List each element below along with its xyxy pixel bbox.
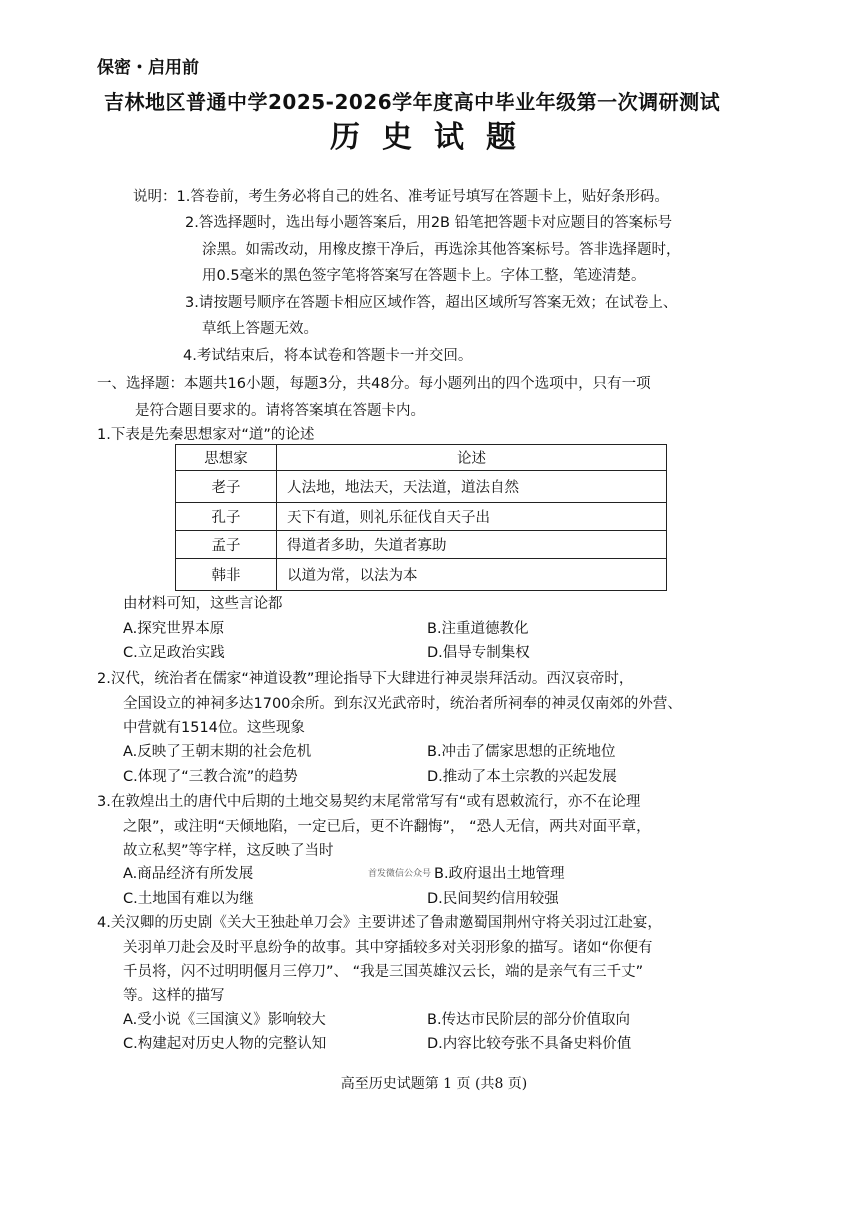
q4-option-a: A.受小说《三国演义》影响较大 [123,1012,326,1028]
question-3-line-3: 故立私契”等字样，这反映了当时 [123,843,334,859]
page-footer: 高至历史试题第 1 页 (共8 页) [340,1076,528,1092]
q2-option-d: D.推动了本土宗教的兴起发展 [427,769,617,785]
quote-cell: 人法地，地法天，天法道，道法自然 [277,471,667,503]
q2-option-a: A.反映了王朝末期的社会危机 [123,744,312,760]
quote-cell: 天下有道，则礼乐征伐自天子出 [277,503,667,531]
q4-option-d: D.内容比较夸张不具备史料价值 [427,1036,632,1052]
table-header-row [176,445,667,471]
q3-option-d: D.民间契约信用较强 [427,891,559,907]
thinker-cell: 孟子 [176,531,277,559]
quote-cell: 以道为常，以法为本 [277,559,667,591]
subject-title: 历史试题 [330,120,538,155]
instruction-line-5: 3.请按题号顺序在答题卡相应区域作答，超出区域所写答案无效；在试卷上、 [185,295,678,311]
q3-option-b: B.政府退出土地管理 [434,866,565,882]
question-2-line-3: 中营就有1514位。这些现象 [123,720,305,736]
question-3-line-1: 3.在敦煌出土的唐代中后期的土地交易契约末尾常常写有“或有恩敕流行，亦不在论理 [97,794,641,810]
instruction-line-1: 说明：1.答卷前，考生务必将自己的姓名、准考证号填写在答题卡上，贴好条形码。 [133,189,669,205]
question-4-line-2: 关羽单刀赴会及时平息纷争的故事。其中穿插较多对关羽形象的描写。诸如“你便有 [123,940,653,956]
instruction-line-6: 草纸上答题无效。 [202,321,318,337]
question-2-line-1: 2.汉代，统治者在儒家“神道设教”理论指导下大肆进行神灵崇拜活动。西汉哀帝时， [97,671,634,687]
thinker-cell: 韩非 [176,559,277,591]
instruction-line-4: 用0.5毫米的黑色签字笔将答案写在答题卡上。字体工整，笔迹清楚。 [202,268,646,284]
table-header-quote: 论述 [277,445,667,471]
question-2-line-2: 全国设立的神祠多达1700余所。到东汉光武帝时，统治者所祠奉的神灵仅南郊的外营、 [123,696,682,712]
table-row [176,503,667,531]
question-4-line-4: 等。这样的描写 [123,988,225,1004]
q1-option-a: A.探究世界本原 [123,621,225,637]
confidential-label: 保密・启用前 [97,58,199,78]
q2-option-b: B.冲击了儒家思想的正统地位 [427,744,616,760]
instruction-line-3: 涂黑。如需改动，用橡皮擦干净后，再选涂其他答案标号。答非选择题时， [202,242,681,258]
q1-option-c: C.立足政治实践 [123,645,225,661]
question-4-line-1: 4.关汉卿的历史剧《关大王独赴单刀会》主要讲述了鲁肃邀蜀国荆州守将关羽过江赴宴， [97,915,662,931]
q3-option-c: C.土地国有难以为继 [123,891,254,907]
watermark-text: 首发微信公众号 [368,869,432,879]
question-3-line-2: 之限”，或注明“天倾地陷，一定已后，更不许翻悔”， “恐人无信，两共对面平章， [123,819,651,835]
section-heading: 一、选择题：本题共16小题，每题3分，共48分。每小题列出的四个选项中，只有一项 [97,376,651,392]
quote-cell: 得道者多助，失道者寡助 [277,531,667,559]
thinkers-table [175,444,667,591]
instruction-line-7: 4.考试结束后，将本试卷和答题卡一并交回。 [183,348,473,364]
q4-option-c: C.构建起对历史人物的完整认知 [123,1036,327,1052]
exam-title: 吉林地区普通中学2025-2026学年度高中毕业年级第一次调研测试 [104,90,721,114]
table-row [176,471,667,503]
table-header-thinker: 思想家 [176,445,277,471]
q3-option-a: A.商品经济有所发展 [123,866,254,882]
q1-option-d: D.倡导专制集权 [427,645,530,661]
question-4-line-3: 千员将，闪不过明明偃月三停刀”、 “我是三国英雄汉云长，端的是亲气有三千丈” [123,964,644,980]
q4-option-b: B.传达市民阶层的部分价值取向 [427,1012,631,1028]
q1-option-b: B.注重道德教化 [427,621,529,637]
section-heading-cont: 是符合题目要求的。请将答案填在答题卡内。 [135,403,425,419]
thinker-cell: 孔子 [176,503,277,531]
instruction-line-2: 2.答选择题时，选出每小题答案后，用2B 铅笔把答题卡对应题目的答案标号 [185,215,673,231]
question-1-prompt: 由材料可知，这些言论都 [123,596,283,612]
table-row [176,531,667,559]
q2-option-c: C.体现了“三教合流”的趋势 [123,769,298,785]
table-row [176,559,667,591]
question-1-stem: 1.下表是先秦思想家对“道”的论述 [97,427,315,443]
thinker-cell: 老子 [176,471,277,503]
